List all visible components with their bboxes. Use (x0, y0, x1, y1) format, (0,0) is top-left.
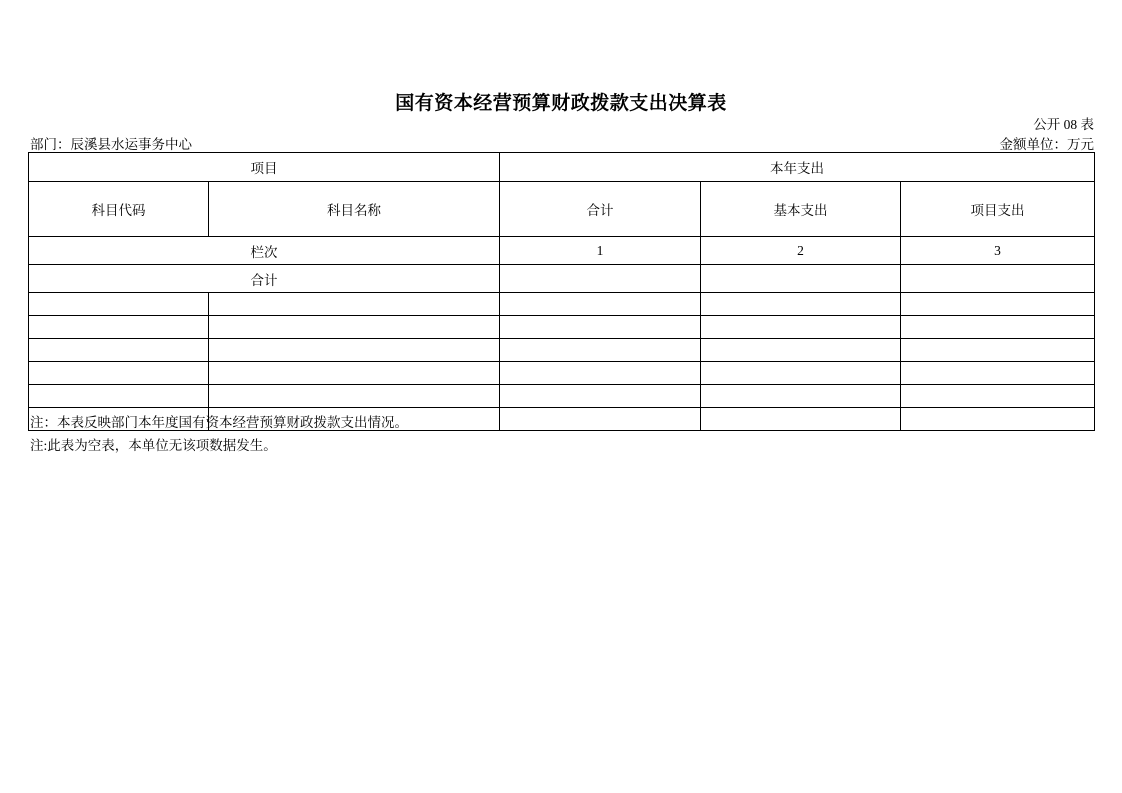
cell-total (500, 408, 701, 431)
cell-subject-name (209, 316, 500, 339)
cell-total (500, 293, 701, 316)
lanci-number-1: 1 (500, 237, 701, 265)
lanci-number-3: 3 (901, 237, 1095, 265)
column-header-project-expenditure: 项目支出 (901, 182, 1095, 237)
cell-basic (701, 339, 901, 362)
table-notes (30, 411, 408, 457)
cell-subject-code (29, 293, 209, 316)
cell-project (901, 362, 1095, 385)
cell-basic (701, 408, 901, 431)
cell-subject-name (209, 293, 500, 316)
total-row-label: 合计 (29, 265, 500, 293)
table-column-number-row (29, 237, 1095, 265)
budget-expenditure-table (28, 152, 1095, 431)
group-header-current-year-expenditure: 本年支出 (500, 153, 1095, 182)
cell-project (901, 408, 1095, 431)
cell-subject-name (209, 339, 500, 362)
cell-subject-code (29, 385, 209, 408)
table-row (29, 339, 1095, 362)
cell-subject-name (209, 362, 500, 385)
total-row-value-total (500, 265, 701, 293)
column-header-subject-code: 科目代码 (29, 182, 209, 237)
total-row-value-project (901, 265, 1095, 293)
table-row (29, 293, 1095, 316)
cell-total (500, 339, 701, 362)
table-total-row (29, 265, 1095, 293)
cell-total (500, 362, 701, 385)
cell-subject-name (209, 385, 500, 408)
table-group-header-row (29, 153, 1095, 182)
table-row (29, 316, 1095, 339)
table-row (29, 362, 1095, 385)
cell-project (901, 339, 1095, 362)
amount-unit-label: 金额单位：万元 (999, 137, 1094, 152)
table-column-header-row (29, 182, 1095, 237)
cell-basic (701, 293, 901, 316)
column-header-basic-expenditure: 基本支出 (701, 182, 901, 237)
cell-project (901, 385, 1095, 408)
cell-basic (701, 385, 901, 408)
cell-total (500, 316, 701, 339)
cell-project (901, 316, 1095, 339)
note-line-1: 注：本表反映部门本年度国有资本经营预算财政拨款支出情况。 (30, 415, 408, 430)
table-row (29, 385, 1095, 408)
cell-subject-code (29, 362, 209, 385)
form-code-label: 公开 08 表 (1033, 117, 1094, 132)
cell-subject-code (29, 316, 209, 339)
page-title: 国有资本经营预算财政拨款支出决算表 (395, 93, 727, 114)
cell-basic (701, 362, 901, 385)
cell-basic (701, 316, 901, 339)
note-line-2: 注:此表为空表，本单位无该项数据发生。 (30, 438, 277, 453)
total-row-value-basic (701, 265, 901, 293)
column-header-subject-name: 科目名称 (209, 182, 500, 237)
column-header-total: 合计 (500, 182, 701, 237)
lanci-number-2: 2 (701, 237, 901, 265)
department-label: 部门：辰溪县水运事务中心 (30, 137, 192, 152)
cell-total (500, 385, 701, 408)
cell-subject-code (29, 339, 209, 362)
cell-project (901, 293, 1095, 316)
lanci-label: 栏次 (29, 237, 500, 265)
group-header-project: 项目 (29, 153, 500, 182)
